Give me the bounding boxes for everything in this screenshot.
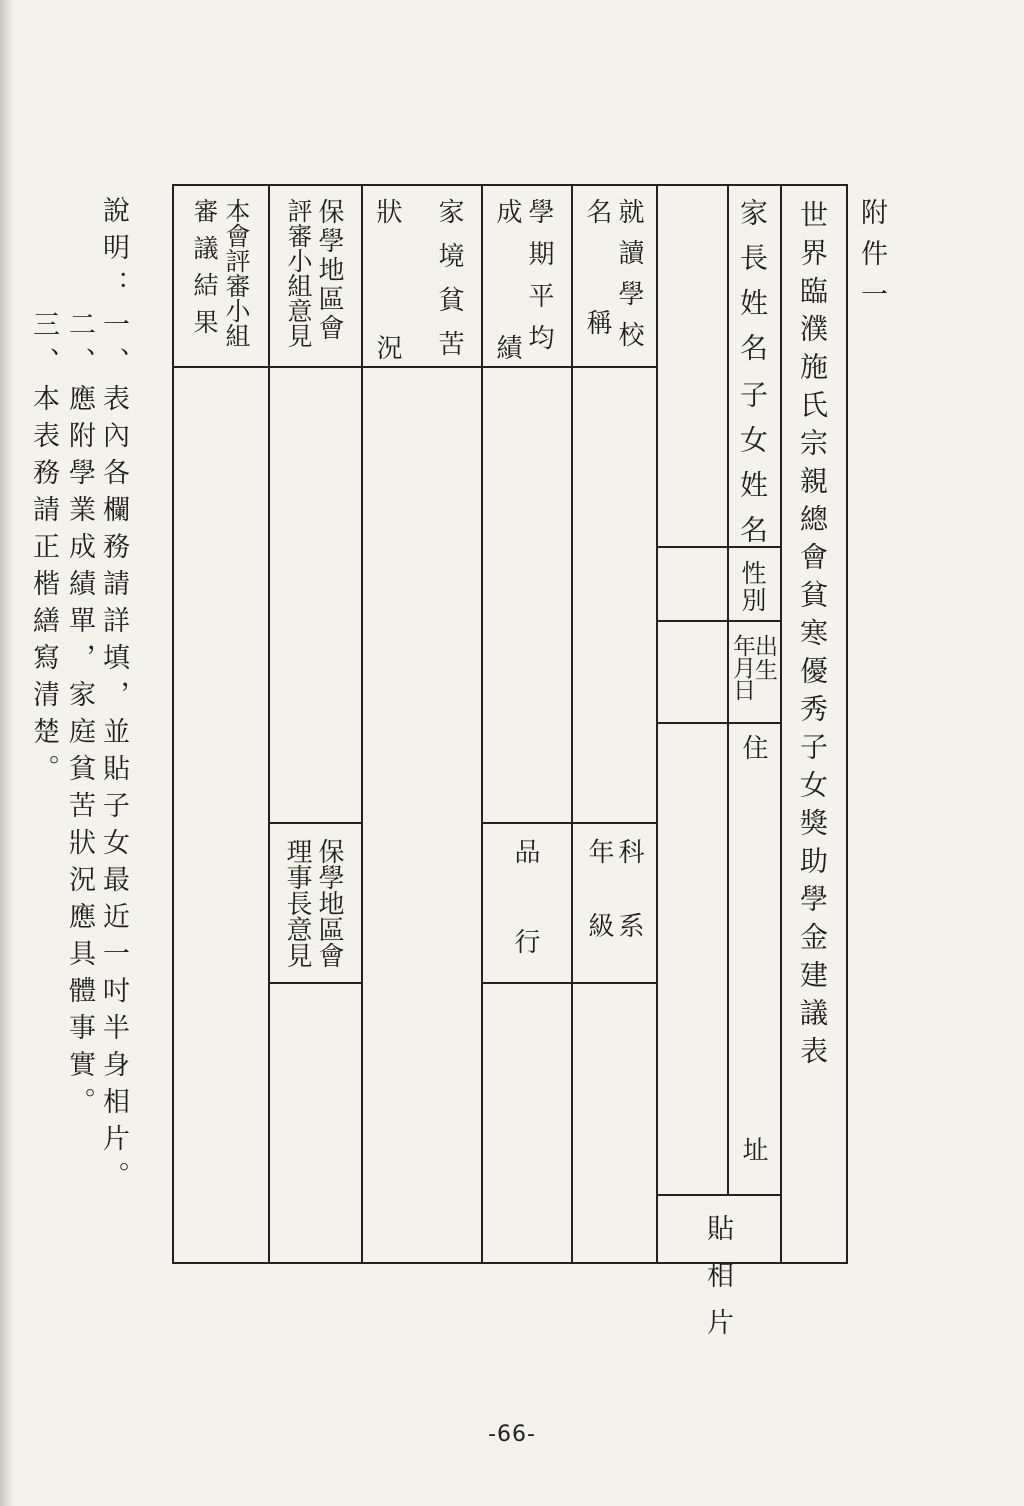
branch-opinion-label-a: 保學地區會	[314, 198, 344, 343]
photo-placeholder: 貼相片	[702, 1214, 733, 1355]
poverty-label: 家境貧苦	[434, 198, 464, 374]
form-title: 世界臨濮施氏宗親總會貧寒優秀子女獎助學金建議表	[796, 200, 829, 1074]
birth-date-label-b: 年月日	[729, 634, 755, 700]
gender-label: 性別	[738, 560, 767, 614]
birth-date-label-a: 出生	[751, 634, 777, 682]
branch-opinion-label-b: 評審小組意見	[284, 198, 313, 348]
department-label-a: 科系	[614, 838, 644, 986]
department-label-b: 年級	[584, 838, 614, 986]
grades-label-b: 成績	[492, 198, 522, 470]
parent-name-label: 家長姓名	[736, 198, 769, 378]
notes-item-2: 二、應附學業成績單，家庭貧苦狀況應具體事實。	[64, 310, 95, 1124]
notes-heading: 說明：	[98, 196, 129, 307]
school-label-a: 就讀學校	[614, 198, 644, 362]
notes-item-3: 三、本表務請正楷繕寫清楚。	[28, 310, 59, 791]
chair-opinion-label-b: 理事長意見	[282, 838, 312, 968]
child-name-label: 子女姓名	[736, 380, 769, 560]
school-label-b: 名稱	[582, 198, 612, 420]
address-label-b: 址	[738, 1136, 768, 1162]
attachment-label: 附件一	[856, 198, 887, 321]
poverty-label-b: 狀況	[372, 198, 402, 470]
conduct-label-b: 行	[510, 928, 540, 954]
review-result-label-b: 審議結果	[190, 198, 219, 346]
page-edge-shadow	[0, 0, 14, 1506]
address-label-a: 住	[738, 734, 768, 760]
notes-item-1: 一、表內各欄務請詳填，並貼子女最近一吋半身相片。	[98, 310, 129, 1198]
review-result-label-a: 本會評審小組	[222, 198, 251, 348]
chair-opinion-label-a: 保學地區會	[314, 838, 344, 968]
page-number: -66-	[488, 1422, 536, 1447]
grades-label-a: 學期平均	[524, 198, 554, 366]
conduct-label-a: 品	[510, 838, 540, 864]
